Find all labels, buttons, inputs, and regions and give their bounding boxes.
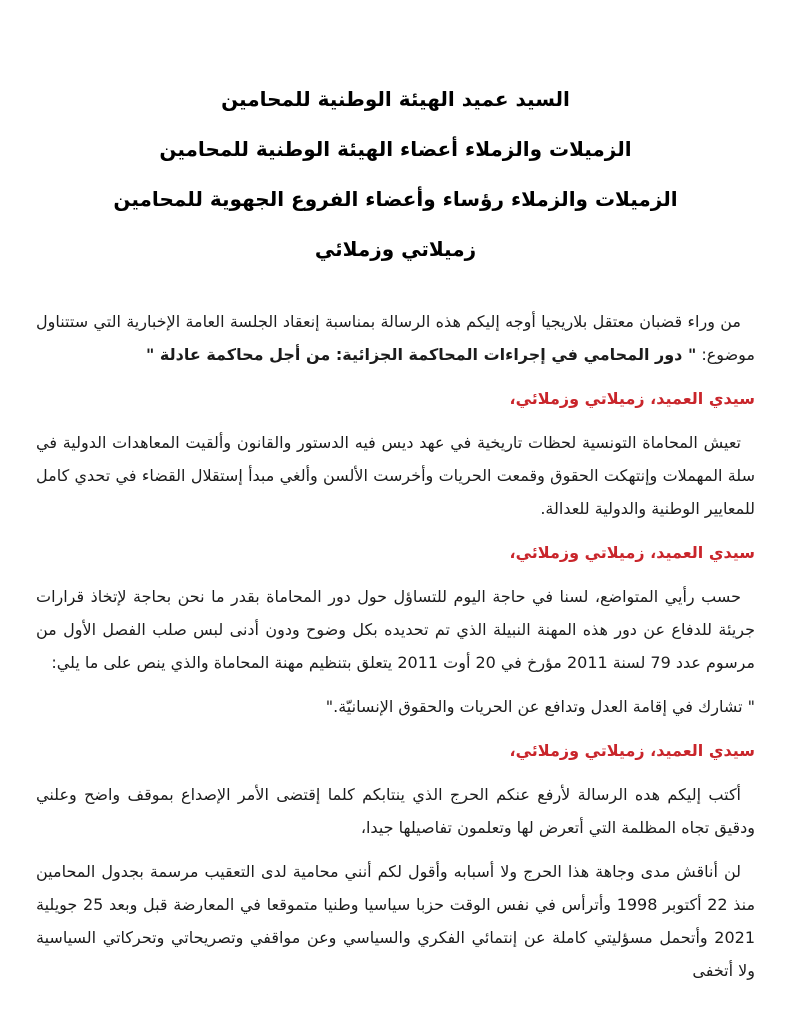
paragraph-run: لن أناقش مدى وجاهة هذا الحرج ولا أسبابه وأقول لكم أنني محامية لدى التعقيب مرسمة بجدول المحامين منذ 22 أكتوبر 1998 وأترأس في نفس الوقت حزبا سياسيا وطنيا متموقعا في المعارضة قبل وبعد 25 جويلية 2021 وأتحمل مسؤليتي كاملة عن إنتمائي الفكري والسياسي وعن مواقفي وتصريحاتي وتحركاتي السياسية ولا أتخفى [36,862,756,980]
paragraph-run: حسب رأيي المتواضع، لسنا في حاجة اليوم للتساؤل حول دور المحاماة بقدر ما نحن بحاجة لإتخاذ قرارات جريئة للدفاع عن دور هذه المهنة النبيلة الذي تم تحديده بكل وضوح ودون أدنى لبس صلب الفصل الأول من مرسوم عدد 79 لسنة 2011 مؤرخ في 20 أوت 2011 يتعلق بتنظيم مهنة المحاماة والذي ينص على ما يلي: [36,587,755,672]
header-line-national-board-members: الزميلات والزملاء أعضاء الهيئة الوطنية للمحامين [159,137,632,161]
letter-header [36,86,755,263]
body-paragraph [36,426,755,525]
header-line-regional-branches: الزميلات والزملاء رؤساء وأعضاء الفروع الجهوية للمحامين [113,187,678,211]
header-line-addressee: السيد عميد الهيئة الوطنية للمحامين [221,87,570,111]
letter-body [36,305,755,987]
law-article-quote: " تشارك في إقامة العدل وتدافع عن الحريات والحقوق الإنسانيّة." [325,697,755,716]
paragraph-run: من وراء قضبان معتقل بلاريجيا أوجه إليكم هذه الرسالة بمناسبة إنعقاد الجلسة العامة الإخبارية التي ستتناول موضوع: [36,312,755,364]
body-paragraph [36,778,755,844]
paragraph-run: أكتب إليكم هده الرسالة لأرفع عنكم الحرج الذي ينتابكم كلما إقتضى الأمر الإصداع بموقف واضح وعلني ودقيق تجاه المظلمة التي أتعرض لها وتعلمون تفاصيلها جيدا، [36,785,755,837]
paragraph-run: تعيش المحاماة التونسية لحظات تاريخية في عهد ديس فيه الدستور والقانون وألقيت المعاهدات الدولية في سلة المهملات وإنتهكت الحقوق وقمعت الحريات وأخرست الألسن وألغي مبدأ إستقلال القضاء في تحدي كامل للمعايير الوطنية والدولية للعدالة. [36,433,755,518]
body-paragraph [36,855,755,987]
header-line-colleagues: زميلاتي وزملائي [314,237,477,261]
salutation-line: سيدي العميد، زميلاتي وزملائي، [509,389,755,408]
salutation-line: سيدي العميد، زميلاتي وزملائي، [509,543,755,562]
salutation-line: سيدي العميد، زميلاتي وزملائي، [509,741,755,760]
body-paragraph [36,580,755,679]
paragraph-run-bold: " دور المحامي في إجراءات المحاكمة الجزائية: من أجل محاكمة عادلة " [146,345,697,364]
body-paragraph [36,305,755,371]
